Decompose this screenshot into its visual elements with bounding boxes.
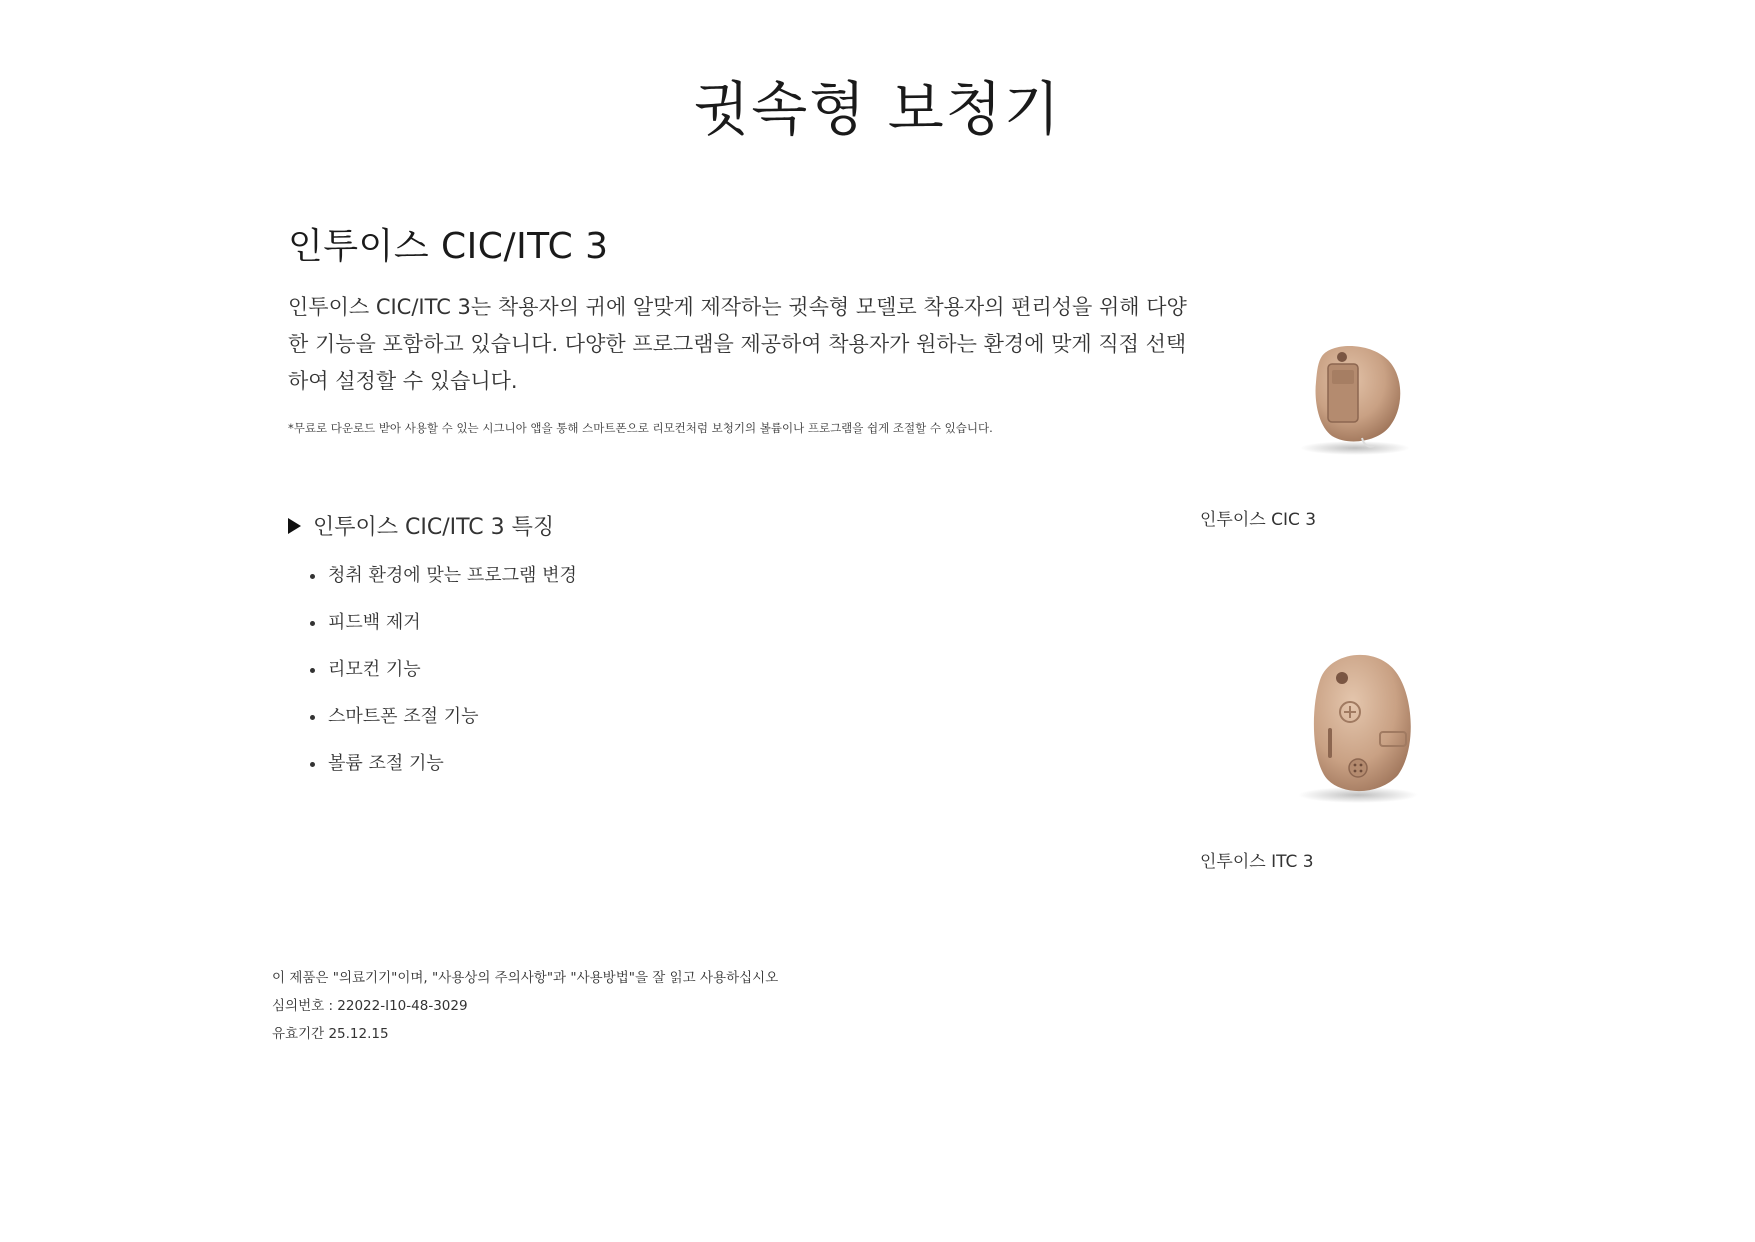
bullet-icon xyxy=(310,621,315,626)
triangle-right-icon xyxy=(288,518,301,534)
bullet-icon xyxy=(310,762,315,767)
feature-label: 피드백 제거 xyxy=(328,612,421,633)
feature-label: 볼륨 조절 기능 xyxy=(328,753,444,774)
list-item xyxy=(310,751,988,798)
product-footnote: *무료로 다운로드 받아 사용할 수 있는 시그니아 앱을 통해 스마트폰으로 리모컨처럼 보청기의 볼륨이나 프로그램을 쉽게 조절할 수 있습니다. xyxy=(288,421,993,435)
feature-label: 청취 환경에 맞는 프로그램 변경 xyxy=(328,565,577,586)
feature-list xyxy=(288,563,988,798)
product-intro xyxy=(288,218,1188,436)
product-description: 인투이스 CIC/ITC 3는 착용자의 귀에 알맞게 제작하는 귓속형 모델로 착용자의 편리성을 위해 다양한 기능을 포함하고 있습니다. 다양한 프로그램을 제공하여 착용자가 원하는 환경에 맞게 직접 선택하여 설정할 수 있습니다. xyxy=(288,295,1187,393)
feature-label: 리모컨 기능 xyxy=(328,659,421,680)
list-item xyxy=(310,610,988,657)
bullet-icon xyxy=(310,668,315,673)
features-heading xyxy=(288,510,988,541)
list-item xyxy=(310,563,988,610)
legal-notice xyxy=(272,964,778,1048)
bullet-icon xyxy=(310,574,315,579)
expiry-date: 유효기간 25.12.15 xyxy=(272,1026,389,1042)
list-item xyxy=(310,657,988,704)
feature-label: 스마트폰 조절 기능 xyxy=(328,706,479,727)
review-number: 심의번호 : 22022-I10-48-3029 xyxy=(272,998,468,1014)
itc-hearing-aid-image xyxy=(1280,640,1420,810)
model-caption: 인투이스 ITC 3 xyxy=(1200,852,1314,872)
features-section xyxy=(288,510,988,798)
cic-hearing-aid-image xyxy=(1280,330,1420,470)
list-item xyxy=(310,704,988,751)
features-heading-label: 인투이스 CIC/ITC 3 특징 xyxy=(313,515,555,540)
legal-warning: 이 제품은 "의료기기"이며, "사용상의 주의사항"과 "사용방법"을 잘 읽고 사용하십시오 xyxy=(272,970,779,986)
model-caption: 인투이스 CIC 3 xyxy=(1200,510,1317,530)
product-name: 인투이스 CIC/ITC 3 xyxy=(288,226,609,267)
page-title: 귓속형 보청기 xyxy=(693,75,1062,143)
bullet-icon xyxy=(310,715,315,720)
